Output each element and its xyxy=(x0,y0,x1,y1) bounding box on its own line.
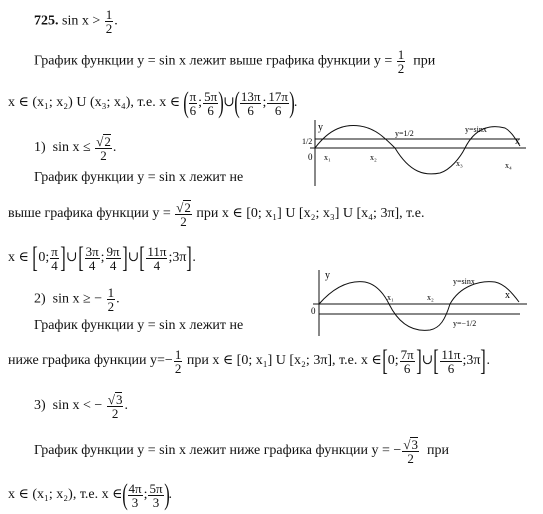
sine-curve xyxy=(315,126,520,174)
x2-label: x₂ xyxy=(427,293,434,302)
half-label: 1/2 xyxy=(302,137,313,146)
problem-number: 725. xyxy=(34,13,59,29)
subproblem-2-text: График функции y = sin x лежит не xyxy=(34,318,244,333)
sine-curve xyxy=(319,282,519,331)
curve-label: y=sinx xyxy=(453,277,475,286)
subproblem-2-header: 2) sin x ≥ − $\frac{1}{2}$ . xyxy=(34,285,120,314)
subproblem-1-header: 1) sin x ≤ $\frac{√2}{2}$ . xyxy=(34,134,117,163)
x1-label: x₁ xyxy=(324,153,331,162)
line-label: y=−1/2 xyxy=(453,319,477,328)
x1-label: x₁ xyxy=(387,293,394,302)
subproblem-1-result: x ∈ [0; $\frac{\pi}{4}$ ]∪[ $\frac{3\pi}{4}$ ; $\frac{9\pi}{4}$ ]∪[ $\frac{11\pi}{4}$ ;3π]. xyxy=(8,241,196,274)
text-line-1: График функции y = sin x лежит выше графика функции y = $\frac{1}{2}$ при xyxy=(34,47,436,76)
origin-label: 0 xyxy=(308,152,313,162)
x-axis-label: x xyxy=(515,136,520,147)
curve-label: y=sinx xyxy=(465,125,487,134)
y-axis-label: y xyxy=(318,122,323,133)
fraction-half: $\frac{1}{2}$ xyxy=(397,47,405,76)
x4-label: x₄ xyxy=(505,161,512,170)
graph-1 xyxy=(300,118,530,190)
text-line-2: x ∈ (x₁; x₂) U (x₃; x₄), т.е. x ∈ ( $\frac{\pi}{6}$ ; $\frac{5\pi}{6}$ )∪( $\frac{13\pi}{6}$ ; $\frac{17\pi}{6}$ ). xyxy=(8,86,298,119)
graph-2 xyxy=(305,268,530,338)
origin-label: 0 xyxy=(311,306,316,316)
problem-inequality: sin x > xyxy=(62,13,101,29)
x2-label: x₂ xyxy=(370,153,377,162)
fraction-half: $\frac{1}{2}$ xyxy=(105,7,113,36)
subproblem-3-header: 3) sin x < − $\frac{√3}{2}$ . xyxy=(34,392,128,421)
subproblem-3-result: x ∈ (x₁; x₂), т.е. x ∈( $\frac{4\pi}{3}$ ; $\frac{5\pi}{3}$ ). xyxy=(8,478,173,511)
subproblem-1-text: График функции y = sin x лежит не xyxy=(34,170,244,185)
subproblem-1-text-2: выше графика функции y = $\frac{√2}{2}$ при x ∈ [0; x₁] U [x₂; x₃] U [x₄; 3π], т.е. xyxy=(8,200,425,229)
subproblem-2-text-2: ниже графика функции y=− $\frac{1}{2}$ при x ∈ [0; x₁] U [x₂; 3π], т.е. x ∈[0; $\frac{7\pi}{6}$ ]∪[ $\frac{11\pi}{6}$ ;3π]. xyxy=(8,344,490,377)
line-label: y=1/2 xyxy=(395,129,414,138)
subproblem-3-text: График функции y = sin x лежит ниже графика функции y = − $\frac{√3}{2}$ при xyxy=(34,437,449,466)
problem-header: 725. sin x > $\frac{1}{2}$ . xyxy=(34,7,118,36)
x-axis-label: x xyxy=(505,290,510,301)
x3-label: x₃ xyxy=(456,159,463,168)
y-axis-label: y xyxy=(325,270,330,281)
